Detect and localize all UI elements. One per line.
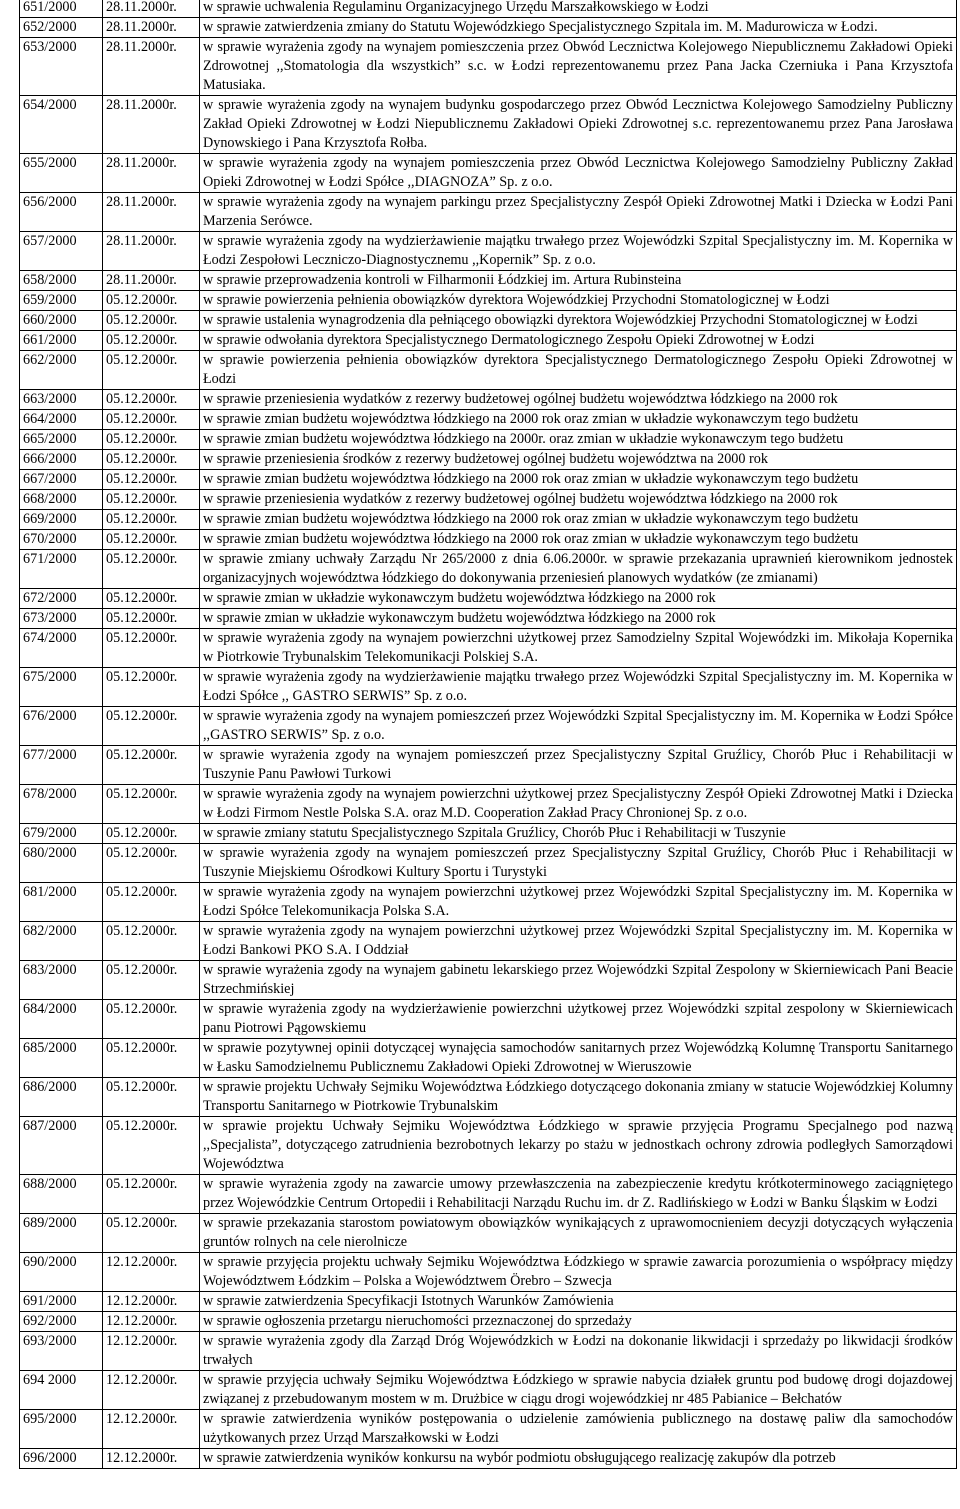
resolution-row [20, 410, 957, 430]
resolution-number: 664/2000 [20, 410, 103, 430]
resolution-number: 662/2000 [20, 351, 103, 390]
resolution-number: 684/2000 [20, 1000, 103, 1039]
resolution-number: 652/2000 [20, 18, 103, 38]
resolution-date: 05.12.2000r. [103, 824, 200, 844]
resolution-number: 656/2000 [20, 193, 103, 232]
resolution-number: 669/2000 [20, 510, 103, 530]
resolution-row [20, 154, 957, 193]
resolution-title: w sprawie wyrażenia zgody na wynajem powierzchni użytkowej przez Specjalistyczny Zespół Opieki Zdrowotnej Matki i Dziecka w Łodzi Firmom Nestle Polska S.A. oraz M.D. Cooperation Zakład Pracy Chronionej Sp. z o.o. [200, 785, 957, 824]
resolution-title: w sprawie wyrażenia zgody na wynajem parkingu przez Specjalistyczny Zespół Opieki Zdrowotnej Matki i Dziecka w Łodzi Pani Marzenia Serówce. [200, 193, 957, 232]
resolution-number: 680/2000 [20, 844, 103, 883]
resolution-date: 05.12.2000r. [103, 1117, 200, 1175]
resolution-date: 05.12.2000r. [103, 470, 200, 490]
resolution-date: 05.12.2000r. [103, 550, 200, 589]
resolution-number: 673/2000 [20, 609, 103, 629]
resolution-date: 28.11.2000r. [103, 18, 200, 38]
resolution-row [20, 1410, 957, 1449]
resolution-date: 28.11.2000r. [103, 193, 200, 232]
resolution-row [20, 707, 957, 746]
resolutions-table-body [20, 0, 957, 1469]
resolution-number: 657/2000 [20, 232, 103, 271]
resolution-title: w sprawie przeprowadzenia kontroli w Filharmonii Łódzkiej im. Artura Rubinsteina [200, 271, 957, 291]
resolution-date: 12.12.2000r. [103, 1410, 200, 1449]
resolution-row [20, 38, 957, 96]
resolution-date: 28.11.2000r. [103, 154, 200, 193]
resolution-title: w sprawie zmian budżetu województwa łódzkiego na 2000 rok oraz zmian w układzie wykonawczym tego budżetu [200, 470, 957, 490]
resolution-row [20, 1117, 957, 1175]
resolution-date: 12.12.2000r. [103, 1449, 200, 1469]
resolution-date: 05.12.2000r. [103, 1078, 200, 1117]
resolution-date: 05.12.2000r. [103, 510, 200, 530]
resolution-date: 05.12.2000r. [103, 291, 200, 311]
resolution-date: 05.12.2000r. [103, 1175, 200, 1214]
resolution-title: w sprawie powierzenia pełnienia obowiązków dyrektora Specjalistycznego Dermatologicznego Zespołu Opieki Zdrowotnej w Łodzi [200, 351, 957, 390]
resolution-row [20, 1253, 957, 1292]
resolution-date: 05.12.2000r. [103, 490, 200, 510]
resolution-number: 687/2000 [20, 1117, 103, 1175]
resolution-row [20, 311, 957, 331]
resolution-title: w sprawie przeniesienia środków z rezerwy budżetowej ogólnej budżetu województwa na 2000 rok [200, 450, 957, 470]
resolution-title: w sprawie zmian w układzie wykonawczym budżetu województwa łódzkiego na 2000 rok [200, 589, 957, 609]
resolution-number: 695/2000 [20, 1410, 103, 1449]
resolution-title: w sprawie uchwalenia Regulaminu Organizacyjnego Urzędu Marszałkowskiego w Łodzi [200, 0, 957, 18]
resolution-row [20, 530, 957, 550]
resolution-title: w sprawie wyrażenia zgody na zawarcie umowy przewłaszczenia na zabezpieczenie kredytu krótkoterminowego zaciągniętego przez Wojewódzkie Centrum Ortopedii i Rehabilitacji Narządu Ruchu im. dr Z. Radlińskiego w Łodzi w Banku Śląskim w Łodzi [200, 1175, 957, 1214]
resolution-title: w sprawie przyjęcia uchwały Sejmiku Województwa Łódzkiego w sprawie nabycia działek gruntu pod budowę drogi dojazdowej związanej z przebudowanym mostem w m. Drużbice w ciągu drogi wojewódzkiej nr 485 Pabianice – Bełchatów [200, 1371, 957, 1410]
resolution-number: 660/2000 [20, 311, 103, 331]
resolution-number: 665/2000 [20, 430, 103, 450]
resolution-title: w sprawie projektu Uchwały Sejmiku Województwa Łódzkiego dotyczącego dokonania zmiany w statucie Wojewódzkiej Kolumny Transportu Sanitarnego w Piotrkowie Trybunalskim [200, 1078, 957, 1117]
resolution-number: 696/2000 [20, 1449, 103, 1469]
resolution-title: w sprawie zmiany statutu Specjalistycznego Szpitala Gruźlicy, Chorób Płuc i Rehabilitacji w Tuszynie [200, 824, 957, 844]
resolution-row [20, 96, 957, 154]
resolution-date: 05.12.2000r. [103, 746, 200, 785]
resolution-title: w sprawie zatwierdzenia wyników konkursu na wybór podmiotu obsługującego realizację zakupów dla potrzeb [200, 1449, 957, 1469]
resolution-number: 658/2000 [20, 271, 103, 291]
resolution-number: 661/2000 [20, 331, 103, 351]
resolution-title: w sprawie przeniesienia wydatków z rezerwy budżetowej ogólnej budżetu województwa łódzkiego na 2000 rok [200, 490, 957, 510]
resolution-number: 667/2000 [20, 470, 103, 490]
resolution-title: w sprawie wyrażenia zgody na wynajem pomieszczeń przez Specjalistyczny Szpital Gruźlicy, Chorób Płuc i Rehabilitacji w Tuszynie Panu Pawłowi Turkowi [200, 746, 957, 785]
resolution-title: w sprawie zatwierdzenia zmiany do Statutu Wojewódzkiego Specjalistycznego Szpitala im. M. Madurowicza w Łodzi. [200, 18, 957, 38]
resolution-date: 05.12.2000r. [103, 430, 200, 450]
resolution-row [20, 331, 957, 351]
resolution-date: 05.12.2000r. [103, 450, 200, 470]
resolution-date: 12.12.2000r. [103, 1253, 200, 1292]
resolution-title: w sprawie przeniesienia wydatków z rezerwy budżetowej ogólnej budżetu województwa łódzkiego na 2000 rok [200, 390, 957, 410]
resolution-number: 685/2000 [20, 1039, 103, 1078]
resolution-title: w sprawie wyrażenia zgody na wynajem powierzchni użytkowej przez Wojewódzki Szpital Specjalistyczny im. M. Kopernika w Łodzi Bankowi PKO S.A. I Oddział [200, 922, 957, 961]
resolution-date: 12.12.2000r. [103, 1332, 200, 1371]
resolution-row [20, 1175, 957, 1214]
resolution-title: w sprawie ogłoszenia przetargu nieruchomości przeznaczonej do sprzedaży [200, 1312, 957, 1332]
resolution-number: 670/2000 [20, 530, 103, 550]
resolution-row [20, 1214, 957, 1253]
resolution-date: 28.11.2000r. [103, 271, 200, 291]
resolution-title: w sprawie zmian budżetu województwa łódzkiego na 2000 rok oraz zmian w układzie wykonawczym tego budżetu [200, 410, 957, 430]
resolution-date: 05.12.2000r. [103, 530, 200, 550]
resolution-title: w sprawie wyrażenia zgody na wynajem pomieszczenia przez Obwód Lecznictwa Kolejowego Niepublicznemu Zakładowi Opieki Zdrowotnej ,,Stomatologia dla wszystkich” s.c. w Łodzi reprezentowanemu przez Pana Jacka Czerniuka i Pana Krzysztofa Matusiaka. [200, 38, 957, 96]
resolution-date: 05.12.2000r. [103, 668, 200, 707]
resolution-row [20, 922, 957, 961]
resolution-row [20, 430, 957, 450]
resolution-date: 05.12.2000r. [103, 311, 200, 331]
resolution-date: 05.12.2000r. [103, 390, 200, 410]
resolution-number: 681/2000 [20, 883, 103, 922]
resolution-row [20, 883, 957, 922]
resolution-number: 692/2000 [20, 1312, 103, 1332]
resolution-title: w sprawie wyrażenia zgody na wynajem pomieszczeń przez Specjalistyczny Szpital Gruźlicy, Chorób Płuc i Rehabilitacji w Tuszynie Miejskiemu Ośrodkowi Kultury Sportu i Turystyki [200, 844, 957, 883]
resolution-row [20, 470, 957, 490]
resolution-date: 05.12.2000r. [103, 844, 200, 883]
resolution-row [20, 1292, 957, 1312]
resolution-row [20, 1000, 957, 1039]
resolution-number: 682/2000 [20, 922, 103, 961]
resolution-number: 663/2000 [20, 390, 103, 410]
resolution-row [20, 0, 957, 18]
resolution-number: 674/2000 [20, 629, 103, 668]
resolution-date: 05.12.2000r. [103, 1000, 200, 1039]
resolution-number: 679/2000 [20, 824, 103, 844]
resolution-title: w sprawie zmian w układzie wykonawczym budżetu województwa łódzkiego na 2000 rok [200, 609, 957, 629]
resolution-title: w sprawie zmiany uchwały Zarządu Nr 265/2000 z dnia 6.06.2000r. w sprawie przekazania uprawnień kierownikom jednostek organizacyjnych województwa łódzkiego do dokonywania przeniesień planowych wydatków (ze zmianami) [200, 550, 957, 589]
resolution-row [20, 510, 957, 530]
resolution-title: w sprawie zmian budżetu województwa łódzkiego na 2000 rok oraz zmian w układzie wykonawczym tego budżetu [200, 510, 957, 530]
resolution-title: w sprawie wyrażenia zgody na wynajem pomieszczenia przez Obwód Lecznictwa Kolejowego Samodzielny Publiczny Zakład Opieki Zdrowotnej w Łodzi Spółce ,,DIAGNOZA” Sp. z o.o. [200, 154, 957, 193]
resolution-row [20, 844, 957, 883]
resolution-row [20, 550, 957, 589]
resolution-date: 05.12.2000r. [103, 785, 200, 824]
resolution-title: w sprawie przyjęcia projektu uchwały Sejmiku Województwa Łódzkiego w sprawie zawarcia porozumienia o współpracy między Województwem Łódzkim – Polska a Województwem Örebro – Szwecja [200, 1253, 957, 1292]
resolution-title: w sprawie wyrażenia zgody na wynajem powierzchni użytkowej przez Wojewódzki Szpital Specjalistyczny im. M. Kopernika w Łodzi Spółce Telekomunikacja Polska S.A. [200, 883, 957, 922]
resolution-number: 655/2000 [20, 154, 103, 193]
resolution-row [20, 490, 957, 510]
resolution-row [20, 609, 957, 629]
resolution-row [20, 390, 957, 410]
resolution-number: 683/2000 [20, 961, 103, 1000]
resolution-number: 654/2000 [20, 96, 103, 154]
resolution-date: 28.11.2000r. [103, 96, 200, 154]
resolutions-table [19, 0, 957, 1469]
resolution-number: 666/2000 [20, 450, 103, 470]
resolution-title: w sprawie powierzenia pełnienia obowiązków dyrektora Wojewódzkiej Przychodni Stomatologicznej w Łodzi [200, 291, 957, 311]
resolution-number: 691/2000 [20, 1292, 103, 1312]
resolution-number: 689/2000 [20, 1214, 103, 1253]
resolution-title: w sprawie projektu Uchwały Sejmiku Województwa Łódzkiego w sprawie przyjęcia Programu Specjalnego pod nazwą ,,Specjalista”, dotyczącego zatrudnienia bezrobotnych lekarzy po stażu w jednostkach ochrony zdrowia podległych Samorządowi Województwa [200, 1117, 957, 1175]
resolution-row [20, 668, 957, 707]
resolution-row [20, 824, 957, 844]
resolution-title: w sprawie wyrażenia zgody na wynajem budynku gospodarczego przez Obwód Lecznictwa Kolejowego Samodzielny Publiczny Zakład Opieki Zdrowotnej w Łodzi Niepublicznemu Zakładowi Opieki Zdrowotnej s.c. reprezentowanemu przez Pana Jarosława Dynowskiego i Pana Krzysztofa Rołba. [200, 96, 957, 154]
resolution-date: 05.12.2000r. [103, 883, 200, 922]
resolution-row [20, 629, 957, 668]
resolution-title: w sprawie wyrażenia zgody na wydzierżawienie powierzchni użytkowej przez Wojewódzki szpital zespolony w Skierniewicach panu Piotrowi Pągowskiemu [200, 1000, 957, 1039]
resolution-title: w sprawie zmian budżetu województwa łódzkiego na 2000 rok oraz zmian w układzie wykonawczym tego budżetu [200, 530, 957, 550]
resolution-title: w sprawie wyrażenia zgody na wynajem gabinetu lekarskiego przez Wojewódzki Szpital Zespolony w Skierniewicach Pani Beacie Strzechmińskiej [200, 961, 957, 1000]
resolution-date: 05.12.2000r. [103, 629, 200, 668]
resolution-date: 12.12.2000r. [103, 1292, 200, 1312]
resolution-title: w sprawie zatwierdzenia wyników postępowania o udzielenie zamówienia publicznego na dostawę paliw dla samochodów użytkowanych przez Urząd Marszałkowski w Łodzi [200, 1410, 957, 1449]
resolution-title: w sprawie wyrażenia zgody na wydzierżawienie majątku trwałego przez Wojewódzki Szpital Specjalistyczny im. M. Kopernika w Łodzi Zespołowi Leczniczo-Diagnostycznemu ,,Kopernik” Sp. z o.o. [200, 232, 957, 271]
resolution-date: 12.12.2000r. [103, 1312, 200, 1332]
resolution-number: 671/2000 [20, 550, 103, 589]
resolution-number: 686/2000 [20, 1078, 103, 1117]
resolution-row [20, 193, 957, 232]
resolution-number: 676/2000 [20, 707, 103, 746]
resolution-title: w sprawie ustalenia wynagrodzenia dla pełniącego obowiązki dyrektora Wojewódzkiej Przychodni Stomatologicznej w Łodzi [200, 311, 957, 331]
resolution-row [20, 450, 957, 470]
resolution-title: w sprawie przekazania starostom powiatowym obowiązków wynikających z uprawomocnieniem decyzji dotyczących wyłączenia gruntów rolnych na cele nierolnicze [200, 1214, 957, 1253]
resolution-row [20, 232, 957, 271]
resolution-date: 12.12.2000r. [103, 1371, 200, 1410]
resolution-number: 693/2000 [20, 1332, 103, 1371]
resolution-date: 05.12.2000r. [103, 331, 200, 351]
resolution-number: 659/2000 [20, 291, 103, 311]
resolution-date: 05.12.2000r. [103, 1039, 200, 1078]
resolution-row [20, 18, 957, 38]
resolution-title: w sprawie zatwierdzenia Specyfikacji Istotnych Warunków Zamówienia [200, 1292, 957, 1312]
resolution-number: 688/2000 [20, 1175, 103, 1214]
resolution-date: 05.12.2000r. [103, 589, 200, 609]
resolution-title: w sprawie zmian budżetu województwa łódzkiego na 2000r. oraz zmian w układzie wykonawczym tego budżetu [200, 430, 957, 450]
resolution-number: 675/2000 [20, 668, 103, 707]
resolution-date: 28.11.2000r. [103, 0, 200, 18]
resolution-number: 694 2000 [20, 1371, 103, 1410]
resolution-number: 653/2000 [20, 38, 103, 96]
resolution-date: 05.12.2000r. [103, 707, 200, 746]
resolution-row [20, 1371, 957, 1410]
resolution-date: 05.12.2000r. [103, 961, 200, 1000]
resolution-date: 05.12.2000r. [103, 351, 200, 390]
resolution-number: 677/2000 [20, 746, 103, 785]
resolution-date: 05.12.2000r. [103, 1214, 200, 1253]
resolution-date: 05.12.2000r. [103, 410, 200, 430]
resolution-row [20, 961, 957, 1000]
resolution-row [20, 271, 957, 291]
resolution-row [20, 1078, 957, 1117]
resolution-number: 672/2000 [20, 589, 103, 609]
resolution-row [20, 785, 957, 824]
resolution-title: w sprawie wyrażenia zgody na wynajem powierzchni użytkowej przez Samodzielny Szpital Wojewódzki im. Mikołaja Kopernika w Piotrkowie Trybunalskim Telekomunikacji Polskiej S.A. [200, 629, 957, 668]
resolution-title: w sprawie pozytywnej opinii dotyczącej wynajęcia samochodów sanitarnych przez Wojewódzką Kolumnę Transportu Sanitarnego w Łasku Samodzielnemu Publicznemu Zakładowi Opieki Zdrowotnej w Wieruszowie [200, 1039, 957, 1078]
resolution-row [20, 1039, 957, 1078]
resolution-row [20, 291, 957, 311]
resolution-row [20, 1449, 957, 1469]
resolution-row [20, 1332, 957, 1371]
resolution-date: 05.12.2000r. [103, 922, 200, 961]
resolution-row [20, 746, 957, 785]
resolution-title: w sprawie wyrażenia zgody dla Zarząd Dróg Wojewódzkich w Łodzi na dokonanie likwidacji i sprzedaży po likwidacji środków trwałych [200, 1332, 957, 1371]
resolution-number: 651/2000 [20, 0, 103, 18]
resolution-number: 690/2000 [20, 1253, 103, 1292]
resolution-row [20, 589, 957, 609]
resolution-date: 05.12.2000r. [103, 609, 200, 629]
resolution-row [20, 1312, 957, 1332]
resolution-title: w sprawie odwołania dyrektora Specjalistycznego Dermatologicznego Zespołu Opieki Zdrowotnej w Łodzi [200, 331, 957, 351]
resolution-number: 678/2000 [20, 785, 103, 824]
resolution-row [20, 351, 957, 390]
resolution-number: 668/2000 [20, 490, 103, 510]
resolution-date: 28.11.2000r. [103, 38, 200, 96]
resolution-date: 28.11.2000r. [103, 232, 200, 271]
resolution-title: w sprawie wyrażenia zgody na wynajem pomieszczeń przez Wojewódzki Szpital Specjalistyczny im. M. Kopernika w Łodzi Spółce ,,GASTRO SERWIS” Sp. z o.o. [200, 707, 957, 746]
resolution-title: w sprawie wyrażenia zgody na wydzierżawienie majątku trwałego przez Wojewódzki Szpital Specjalistyczny im. M. Kopernika w Łodzi Spółce ,, GASTRO SERWIS” Sp. z o.o. [200, 668, 957, 707]
